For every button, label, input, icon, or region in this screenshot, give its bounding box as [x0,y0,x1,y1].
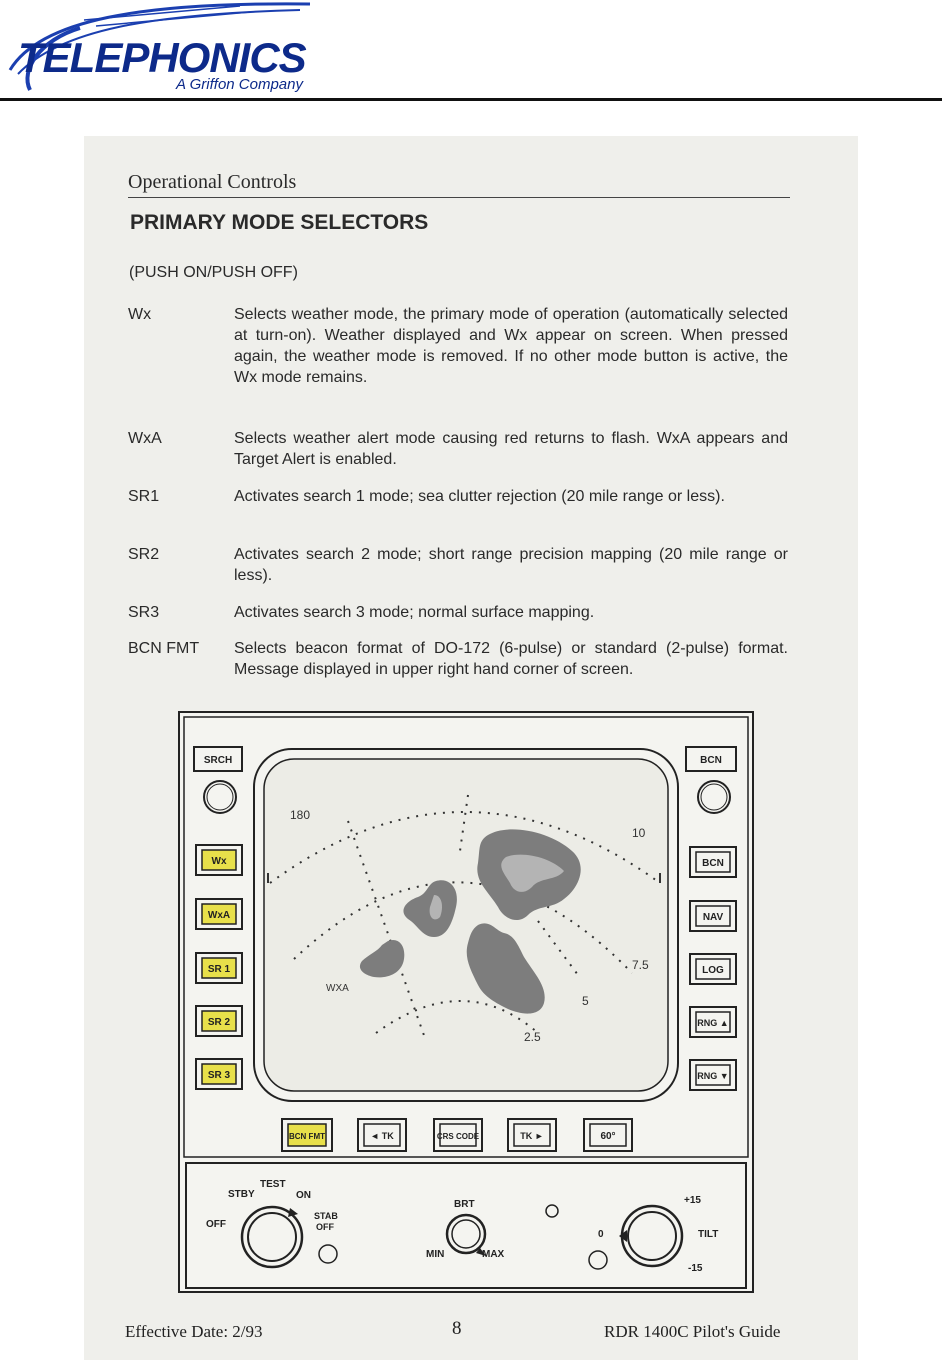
sr2-button[interactable] [196,1006,242,1036]
push-note: (PUSH ON/PUSH OFF) [129,264,298,281]
wxa-button-label: WxA [207,910,231,921]
sr2-button-label: SR 2 [207,1017,231,1028]
track-right-button[interactable] [508,1119,556,1151]
sixty-degree-button[interactable] [584,1119,632,1151]
effective-date: Effective Date: 2/93 [125,1322,263,1341]
range-label-75: 7.5 [632,958,649,972]
brand-name: TELEPHONICS [18,34,306,81]
bcn-button-label: BCN [702,858,724,869]
bcn-fmt-button-label: BCN FMT [289,1132,325,1141]
definition-term: BCN FMT [128,640,200,657]
tilt-plus-label: +15 [684,1195,701,1206]
status-indicator [546,1205,558,1217]
tilt-indicator [589,1251,607,1269]
mode-knob-stby-label: STBY [228,1189,255,1200]
nav-button-label: NAV [702,912,724,923]
brt-min-label: MIN [426,1249,445,1260]
range-down-button-label: RNG ▼ [697,1071,729,1081]
brt-max-label: MAX [482,1249,505,1260]
crs-code-button[interactable] [434,1119,482,1151]
tilt-zero-label: 0 [598,1229,604,1240]
definition-term: WxA [128,430,162,447]
range-label-10: 10 [632,826,646,840]
mode-knob[interactable] [242,1207,302,1267]
sr1-button-label: SR 1 [207,964,231,975]
range-up-button[interactable] [690,1007,736,1037]
bcn-knob[interactable] [698,781,730,813]
wx-button-label: Wx [211,856,227,867]
mode-knob-test-label: TEST [260,1179,286,1190]
definition-sr2 [128,544,790,588]
log-button-label: LOG [702,965,724,976]
bcn-top-button-label: BCN [700,755,722,766]
definition-text: Activates search 2 mode; short range precision mapping (20 mile range or less). [234,546,788,584]
definition-sr1 [128,486,790,530]
section-heading: Operational Controls [128,171,297,193]
definition-term: SR3 [128,604,160,621]
definition-text: Activates search 1 mode; sea clutter rejection (20 mile range or less). [234,488,725,505]
sixty-degree-button-label: 60° [600,1131,616,1142]
radar-panel-illustration [178,711,754,1293]
sr3-button-label: SR 3 [207,1070,231,1081]
track-left-button[interactable] [358,1119,406,1151]
srch-button-label: SRCH [203,755,233,766]
brt-label: BRT [454,1199,475,1210]
range-label-5: 5 [582,994,589,1008]
definition-text: Selects beacon format of DO-172 (6-pulse) or standard (2-pulse) format. Message displayed in upper right hand corner of screen. [234,640,788,678]
page-number: 8 [452,1318,462,1339]
definition-wx [128,304,790,410]
definition-text: Selects weather alert mode causing red returns to flash. WxA appears and Target Alert is enabled. [234,430,788,468]
mode-knob-on-label: ON [296,1190,311,1201]
track-right-button-label: TK ► [520,1131,544,1141]
wxa-button[interactable] [196,899,242,929]
crs-code-button-label: CRS CODE [436,1132,480,1141]
stab-off-label-1: STAB [314,1211,338,1221]
definition-term: SR2 [128,546,160,563]
wx-button[interactable] [196,845,242,875]
stab-off-indicator [319,1245,337,1263]
track-left-button-label: ◄ TK [370,1131,394,1141]
definition-sr3 [128,602,790,624]
mode-indicator: WXA [326,983,349,994]
bcn-fmt-button[interactable] [282,1119,332,1151]
bcn-button[interactable] [690,847,736,877]
section-divider [128,197,790,198]
srch-knob[interactable] [204,781,236,813]
telephonics-logo [0,0,420,100]
page-title: PRIMARY MODE SELECTORS [130,211,429,234]
definition-wxa [128,428,790,472]
brand-tagline: A Griffon Company [176,76,303,93]
range-down-button[interactable] [690,1060,736,1090]
guide-title: RDR 1400C Pilot's Guide [604,1322,781,1341]
sr1-button[interactable] [196,953,242,983]
range-label-180: 180 [290,808,311,822]
definition-bcn-fmt [128,638,790,704]
tilt-minus-label: -15 [688,1263,703,1274]
nav-button[interactable] [690,901,736,931]
range-up-button-label: RNG ▲ [697,1018,729,1028]
tilt-label: TILT [698,1229,719,1240]
range-label-25: 2.5 [524,1030,541,1044]
sr3-button[interactable] [196,1059,242,1089]
definition-term: SR1 [128,488,160,505]
definition-term: Wx [128,306,152,323]
stab-off-label-2: OFF [316,1222,334,1232]
header-divider [0,98,942,101]
log-button[interactable] [690,954,736,984]
definition-text: Activates search 3 mode; normal surface mapping. [234,604,595,621]
definition-text: Selects weather mode, the primary mode of operation (automatically selected at turn-on). Weather displayed and Wx appear on screen. When pressed again, the weather mode is removed. If no other mode button is active, the Wx mode remains. [234,306,788,386]
mode-knob-off-label: OFF [206,1219,226,1230]
